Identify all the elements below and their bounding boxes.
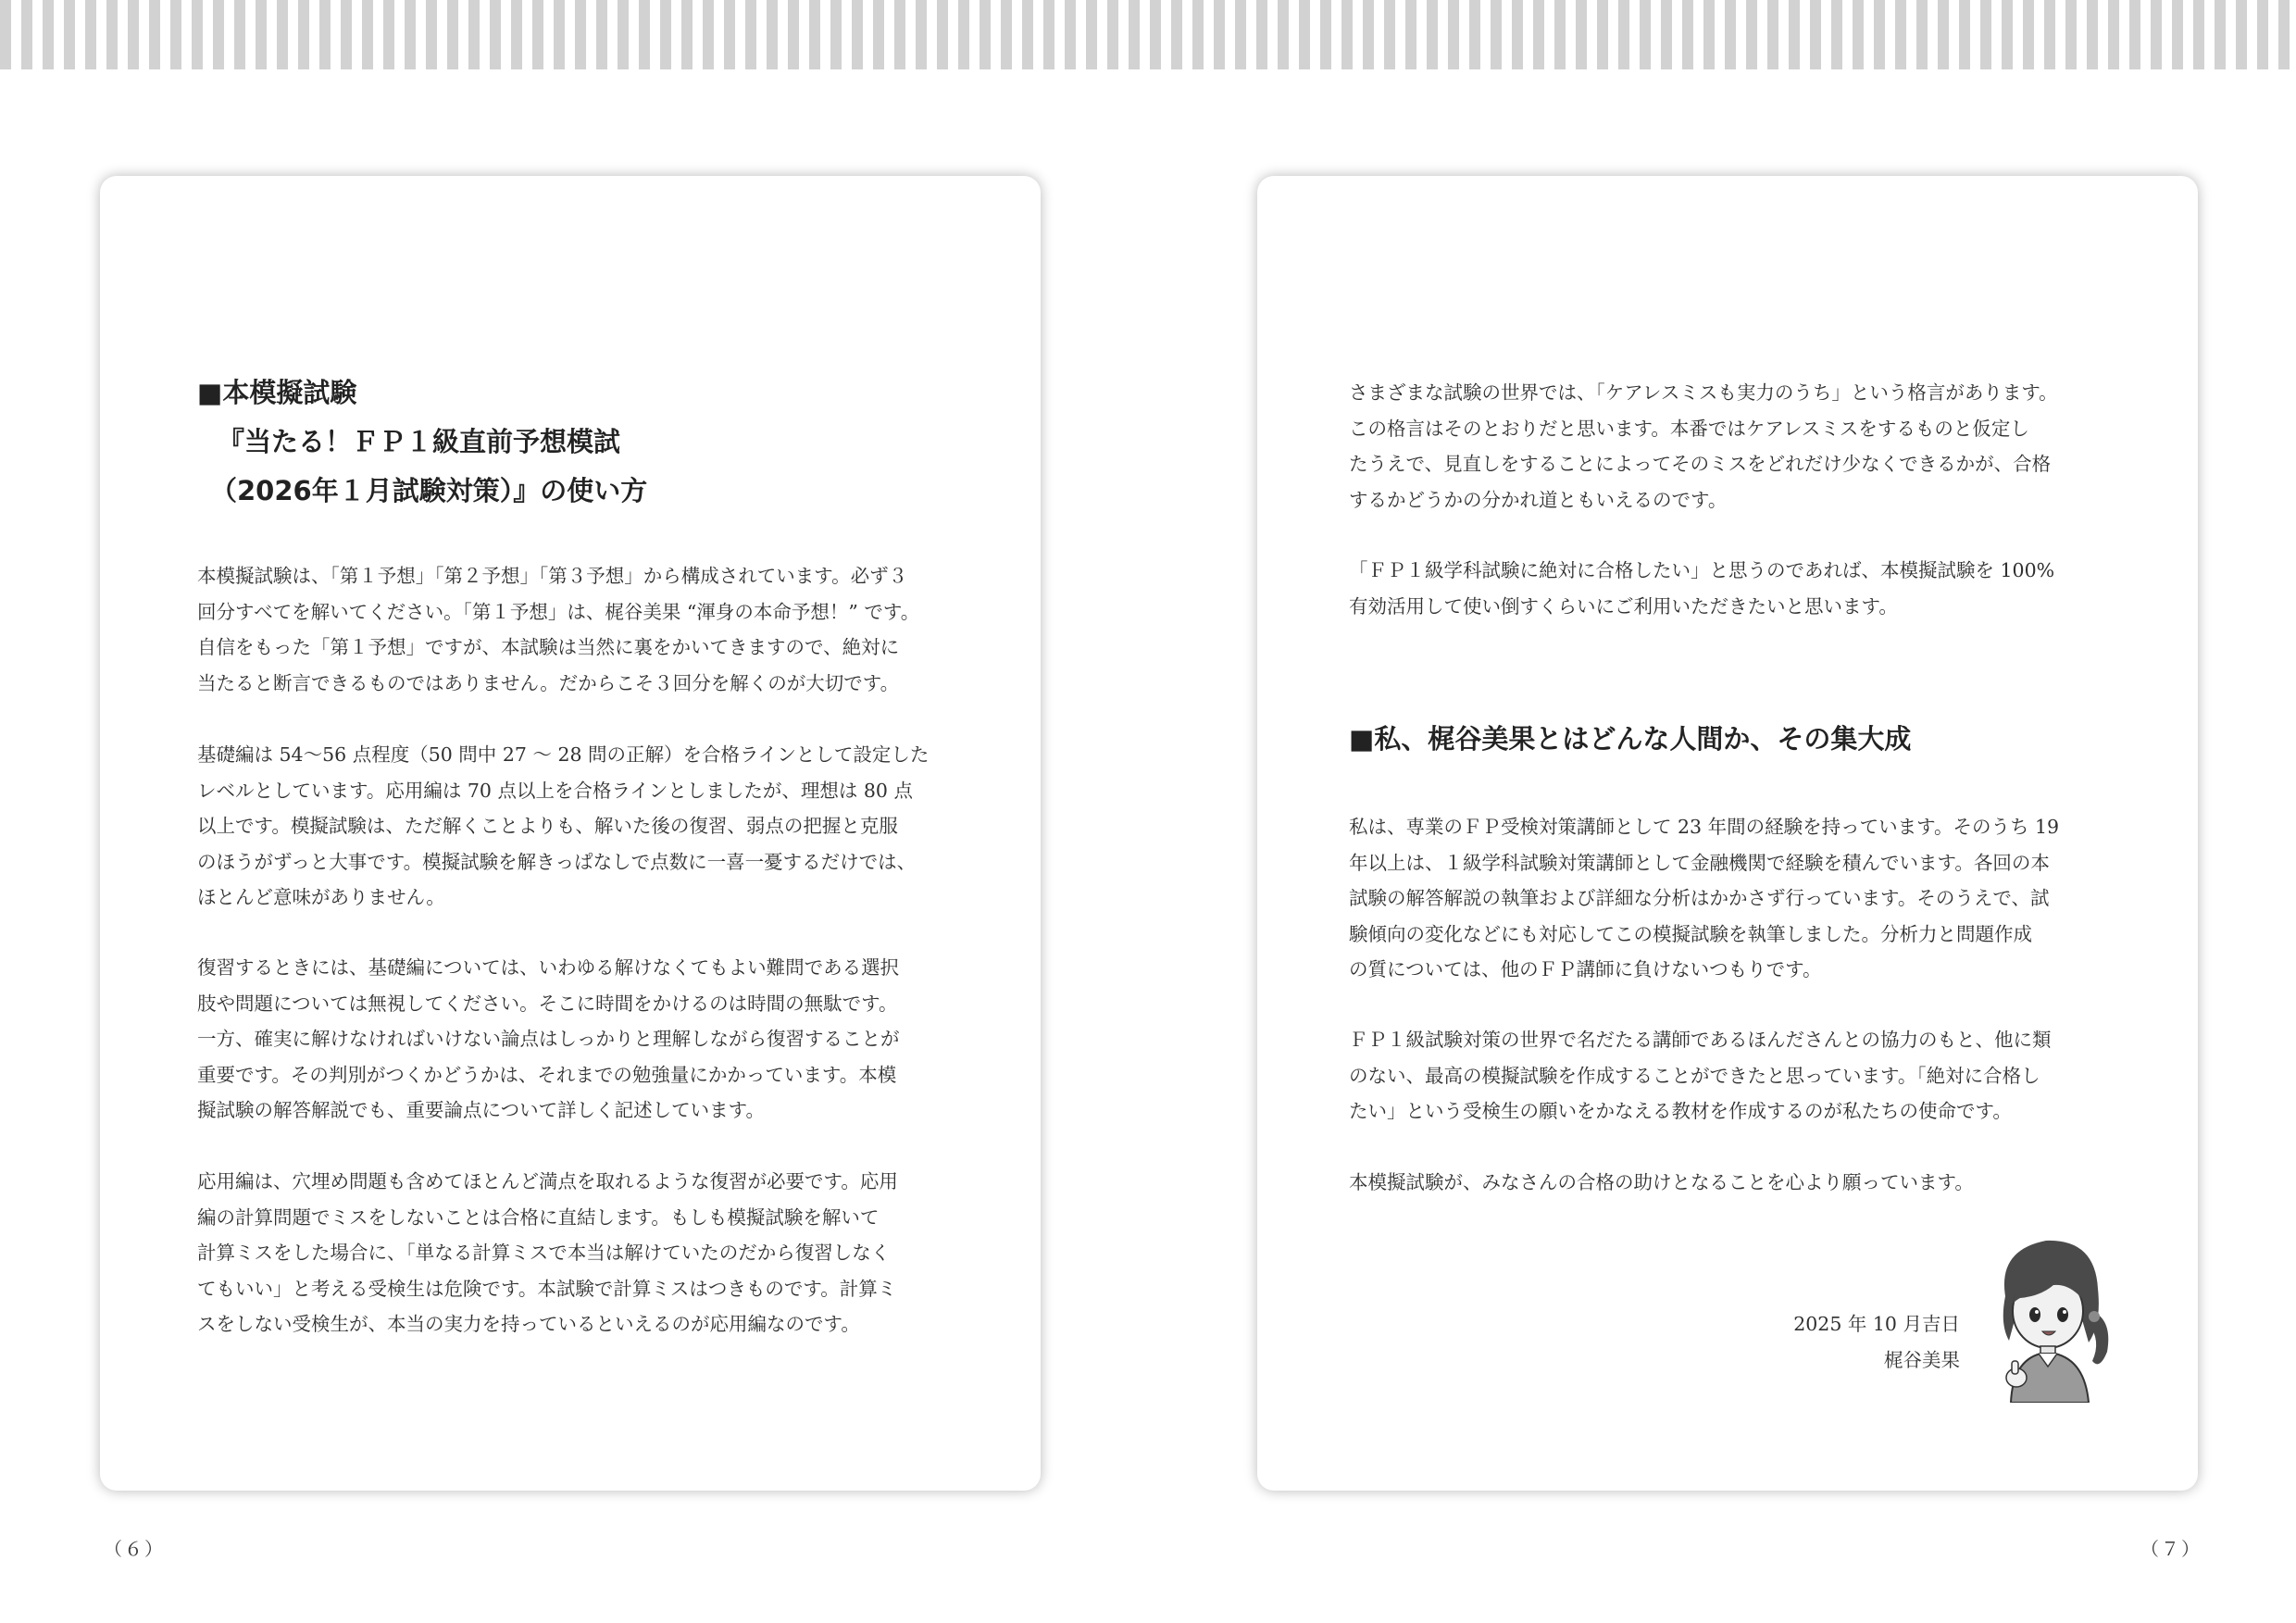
heading-line: （2026年１月試験対策）』の使い方 [210,475,648,506]
right-page-number: （７） [2140,1538,2202,1560]
heading-line: ■本模擬試験 [197,377,357,408]
signature-block [1741,1306,1960,1379]
text-line: 計算ミスをした場合に、「単なる計算ミスで本当は解けていたのだから復習しなく [197,1242,891,1264]
text-line: レベルとしています。応用編は 70 点以上を合格ラインとしましたが、理想は 80 点 [197,779,913,802]
text-line: 試験の解答解説の執筆および詳細な分析はかかさず行っています。そのうえで、試 [1349,887,2050,909]
left-paragraph-4 [197,1164,898,1342]
text-line: 復習するときには、基礎編については、いわゆる解けなくてもよい難問である選択 [197,956,900,979]
text-line: 肢や問題については無視してください。そこに時間をかけるのは時間の無駄です。 [197,992,898,1015]
text-line: 自信をもった「第１予想」ですが、本試験は当然に裏をかいてきますので、絶対に [197,636,900,658]
left-paragraph-3 [197,950,900,1129]
text-line: ほとんど意味がありません。 [197,886,445,908]
text-line: 応用編は、穴埋め問題も含めてほとんど満点を取れるような復習が必要です。応用 [197,1170,898,1192]
right-body-paragraph-1 [1349,809,2059,988]
text-line: 基礎編は 54〜56 点程度（50 問中 27 〜 28 問の正解）を合格ラインとして設定した [197,743,930,766]
text-line: 以上です。模擬試験は、ただ解くことよりも、解いた後の復習、弱点の把握と克服 [197,815,898,837]
text-line: 私は、専業のＦＰ受検対策講師として 23 年間の経験を持っています。そのうち 19 [1349,816,2060,838]
text-line: 回分すべてを解いてください。「第１予想」は、梶谷美果 “渾身の本命予想！” です。 [197,600,920,623]
right-intro-paragraph-1 [1349,375,2058,518]
text-line: の質については、他のＦＰ講師に負けないつもりです。 [1349,958,1822,980]
signature-author: 梶谷美果 [1884,1349,1960,1371]
right-intro-paragraph-2 [1349,553,2054,624]
text-line: 一方、確実に解けなければいけない論点はしっかりと理解しながら復習することが [197,1028,900,1050]
text-line: さまざまな試験の世界では、「ケアレスミスも実力のうち」という格言があります。 [1349,381,2058,404]
text-line: スをしない受検生が、本当の実力を持っているといえるのが応用編なのです。 [197,1313,860,1335]
text-line: てもいい」と考える受検生は危険です。本試験で計算ミスはつきものです。計算ミ [197,1277,897,1300]
right-body-paragraph-2 [1349,1022,2052,1130]
text-line: 本模擬試験は、「第１予想」「第２予想」「第３予想」から構成されています。必ず３ [197,565,908,587]
heading-line: 『当たる！ＦＰ１級直前予想模試 [218,426,621,457]
text-line: のほうがずっと大事です。模擬試験を解きっぱなしで点数に一喜一憂するだけでは、 [197,850,917,873]
text-line: 有効活用して使い倒すくらいにご利用いただきたいと思います。 [1349,594,1898,618]
text-line: 擬試験の解答解説でも、重要論点について詳しく記述しています。 [197,1099,765,1121]
left-paragraph-2 [197,737,929,916]
mascot-icon [1989,1231,2118,1403]
text-line: 験傾向の変化などにも対応してこの模擬試験を執筆しました。分析力と問題作成 [1349,922,2032,945]
text-line: 年以上は、１級学科試験対策講師として金融機関で経験を積んでいます。各回の本 [1349,851,2050,874]
text-line: 重要です。その判別がつくかどうかは、それまでの勉強量にかかっています。本模 [197,1063,897,1086]
signature-date: 2025 年 10 月吉日 [1793,1313,1960,1335]
text-line: のない、最高の模擬試験を作成することができたと思っています。「絶対に合格し [1349,1064,2040,1087]
decorative-top-stripes [0,0,2296,69]
left-paragraph-1 [197,558,919,701]
text-line: 本模擬試験が、みなさんの合格の助けとなることを心より願っています。 [1349,1171,1974,1193]
text-line: するかどうかの分かれ道ともいえるのです。 [1349,488,1728,511]
left-page-number: （６） [104,1538,165,1560]
text-line: 当たると断言できるものではありません。だからこそ３回分を解くのが大切です。 [197,671,900,694]
text-line: たうえで、見直しをすることによってそのミスをどれだけ少なくできるかが、合格 [1349,453,2052,475]
text-line: 編の計算問題でミスをしないことは合格に直結します。もしも模擬試験を解いて [197,1205,880,1229]
text-line: ＦＰ１級試験対策の世界で名だたる講師であるほんださんとの協力のもと、他に類 [1349,1029,2052,1051]
left-page-heading [197,368,647,516]
text-line: 「ＦＰ１級学科試験に絶対に合格したい」と思うのであれば、本模擬試験を 100% [1349,559,2055,581]
right-page-heading: ■私、梶谷美果とはどんな人間か、その集大成 [1349,723,1912,755]
text-line: たい」という受検生の願いをかなえる教材を作成するのが私たちの使命です。 [1349,1100,2012,1122]
right-body-paragraph-3 [1349,1165,1974,1201]
text-line: この格言はそのとおりだと思います。本番ではケアレスミスをするものと仮定し [1349,417,2029,440]
